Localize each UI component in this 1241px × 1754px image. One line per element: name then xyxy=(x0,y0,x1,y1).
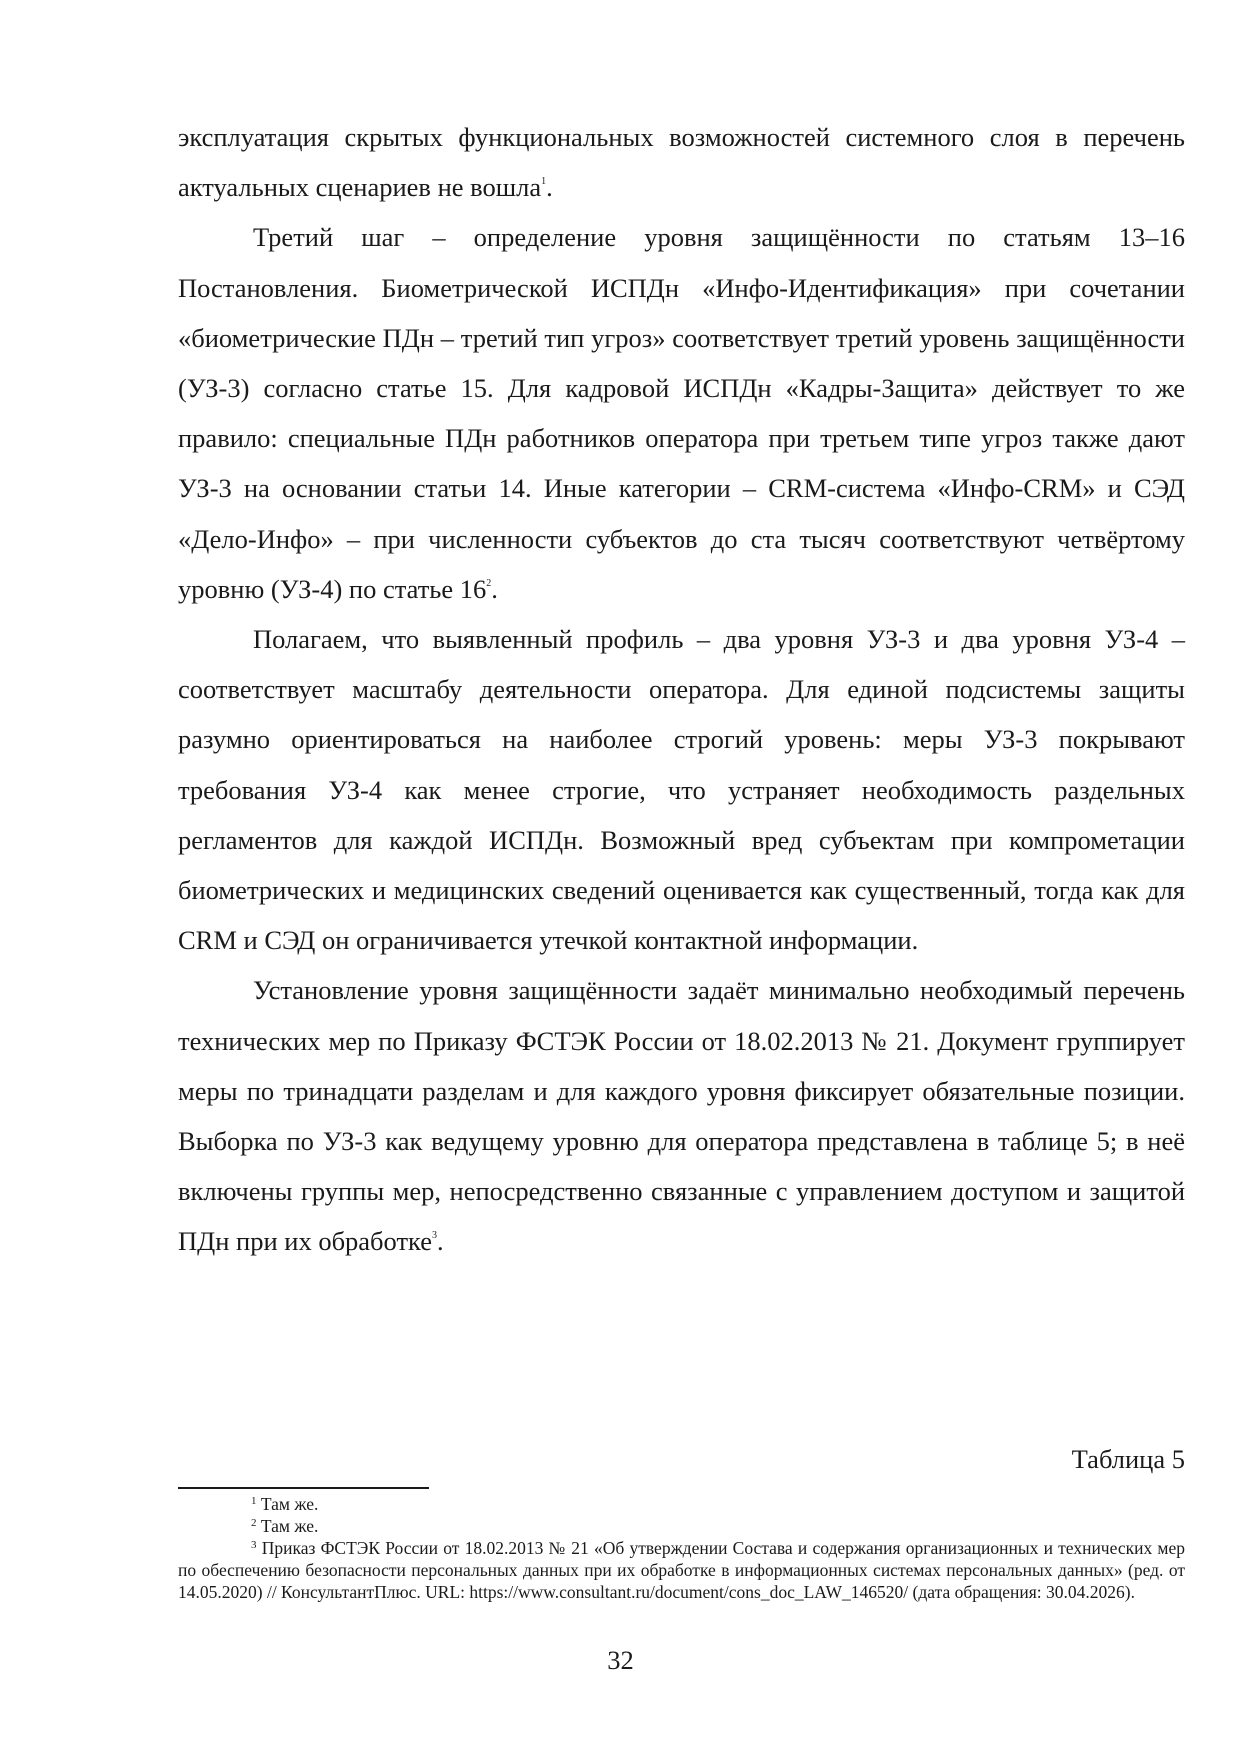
paragraph xyxy=(178,965,1185,1266)
paragraph xyxy=(178,212,1185,614)
page-number: 32 xyxy=(607,1645,634,1675)
footnote-mark: 1 xyxy=(251,1495,257,1507)
footnote-text: Приказ ФСТЭК России от 18.02.2013 № 21 «Об утверждении Состава и содержания организационных и технических мер по обеспечению безопасности персональных данных при их обработке в информационных системах персональных данных» (ред. от 14.05.2020) // КонсультантПлюс. URL: https://www.consultant.ru/document/cons_doc_LAW_146520/ (дата обращения: 30.04.2026). xyxy=(178,1538,1186,1602)
footnote-item xyxy=(178,1537,1185,1603)
footnote-separator xyxy=(178,1487,429,1489)
paragraph-text: эксплуатация скрытых функциональных возможностей системного слоя в перечень актуальных сценариев не вошла xyxy=(178,122,1185,203)
table-caption: Таблица 5 xyxy=(1071,1444,1185,1474)
paragraph-end: . xyxy=(437,1226,444,1257)
footnote-item xyxy=(178,1493,1185,1515)
footnote-ref[interactable]: 3 xyxy=(432,1230,438,1242)
paragraph xyxy=(178,614,1185,965)
paragraph-end: . xyxy=(491,573,498,604)
paragraph xyxy=(178,112,1185,212)
paragraph-text: Установление уровня защищённости задаёт минимально необходимый перечень технических мер по Приказу ФСТЭК России от 18.02.2013 № 21. Документ группирует меры по тринадцати разделам и для каждого уровня фиксирует обязательные позиции. Выборка по УЗ-3 как ведущему уровню для оператора представлена в таблице 5; в неё включены группы мер, непосредственно связанные с управлением доступом и защитой ПДн при их обработке xyxy=(178,975,1185,1257)
footnote-text: Там же. xyxy=(260,1494,319,1514)
footnote-text: Там же. xyxy=(260,1516,319,1536)
footnotes xyxy=(178,1493,1185,1603)
footnote-item xyxy=(178,1515,1185,1537)
footnote-ref[interactable]: 2 xyxy=(486,577,492,589)
paragraph-text: Полагаем, что выявленный профиль – два уровня УЗ-3 и два уровня УЗ-4 – соответствует масштабу деятельности оператора. Для единой подсистемы защиты разумно ориентироваться на наиболее строгий уровень: меры УЗ-3 покрывают требования УЗ-4 как менее строгие, что устраняет необходимость раздельных регламентов для каждой ИСПДн. Возможный вред субъектам при компрометации биометрических и медицинских сведений оценивается как существенный, тогда как для CRM и СЭД он ограничивается утечкой контактной информации. xyxy=(178,624,1185,956)
footnote-mark: 2 xyxy=(251,1517,257,1529)
footnote-ref[interactable]: 1 xyxy=(541,176,547,188)
footnote-mark: 3 xyxy=(251,1539,257,1551)
paragraph-text: Третий шаг – определение уровня защищённости по статьям 13–16 Постановления. Биометрической ИСПДн «Инфо-Идентификация» при сочетании «биометрические ПДн – третий тип угроз» соответствует третий уровень защищённости (УЗ-3) согласно статье 15. Для кадровой ИСПДн «Кадры-Защита» действует то же правило: специальные ПДн работников оператора при третьем типе угроз также дают УЗ-3 на основании статьи 14. Иные категории – CRM-система «Инфо-CRM» и СЭД «Дело-Инфо» – при численности субъектов до ста тысяч соответствуют четвёртому уровню (УЗ-4) по статье 16 xyxy=(178,222,1185,604)
body-text xyxy=(178,112,1185,1267)
paragraph-end: . xyxy=(546,172,553,203)
